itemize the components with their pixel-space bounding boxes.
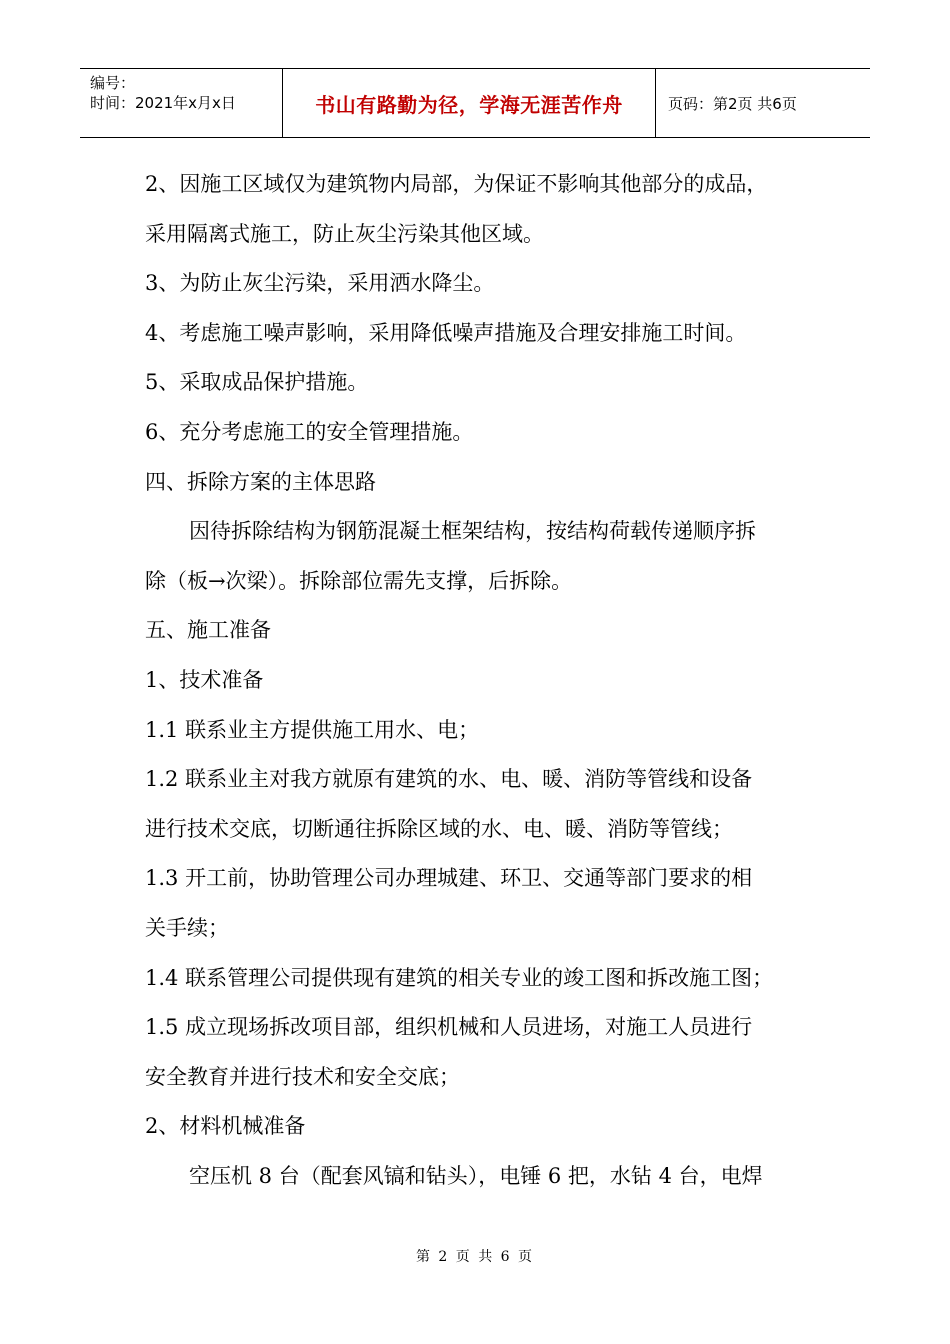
- page-footer: 第 2 页 共 6 页: [415, 1249, 535, 1265]
- header-motto: 书山有路勤为径，学海无涯苦作舟: [283, 69, 656, 137]
- section-heading: 四、拆除方案的主体思路: [145, 469, 376, 494]
- body-line: 关手续；: [145, 915, 229, 940]
- body-line: 1.5 成立现场拆改项目部，组织机械和人员进场，对施工人员进行: [145, 1015, 753, 1040]
- body-line: 1.1 联系业主方提供施工用水、电；: [145, 717, 480, 742]
- document-body: [145, 160, 810, 1201]
- body-line: 空压机 8 台（配套风镐和钻头），电锤 6 把，水钻 4 台，电焊: [189, 1163, 763, 1188]
- body-line: 采用隔离式施工，防止灰尘污染其他区域。: [145, 221, 544, 246]
- section-heading: 五、施工准备: [145, 618, 271, 643]
- body-line: 1.3 开工前，协助管理公司办理城建、环卫、交通等部门要求的相: [145, 866, 753, 891]
- body-line: 1.2 联系业主对我方就原有建筑的水、电、暖、消防等管线和设备: [145, 767, 753, 792]
- body-line: 3、为防止灰尘污染，采用洒水降尘。: [145, 271, 495, 296]
- subsection-heading: 1、技术准备: [145, 667, 264, 692]
- header-meta: [80, 69, 283, 137]
- body-line: 进行技术交底，切断通往拆除区域的水、电、暖、消防等管线；: [145, 816, 733, 841]
- subsection-heading: 2、材料机械准备: [145, 1114, 306, 1139]
- body-line: 除（板→次梁）。拆除部位需先支撑，后拆除。: [145, 568, 573, 593]
- body-line: 安全教育并进行技术和安全交底；: [145, 1064, 460, 1089]
- body-line: 6、充分考虑施工的安全管理措施。: [145, 419, 474, 444]
- body-line: 因待拆除结构为钢筋混凝土框架结构，按结构荷载传递顺序拆: [189, 519, 756, 544]
- body-line: 4、考虑施工噪声影响，采用降低噪声措施及合理安排施工时间。: [145, 320, 747, 345]
- header-page-info: 页码：第2页 共6页: [668, 94, 797, 113]
- body-line: 1.4 联系管理公司提供现有建筑的相关专业的竣工图和拆改施工图；: [145, 965, 774, 990]
- body-line: 5、采取成品保护措施。: [145, 370, 369, 395]
- document-number-label: 编号：: [90, 74, 136, 92]
- body-line: 2、因施工区域仅为建筑物内局部，为保证不影响其他部分的成品，: [145, 172, 768, 196]
- document-header: [80, 68, 870, 138]
- document-time-label: 时间：2021年x月x日: [90, 94, 236, 112]
